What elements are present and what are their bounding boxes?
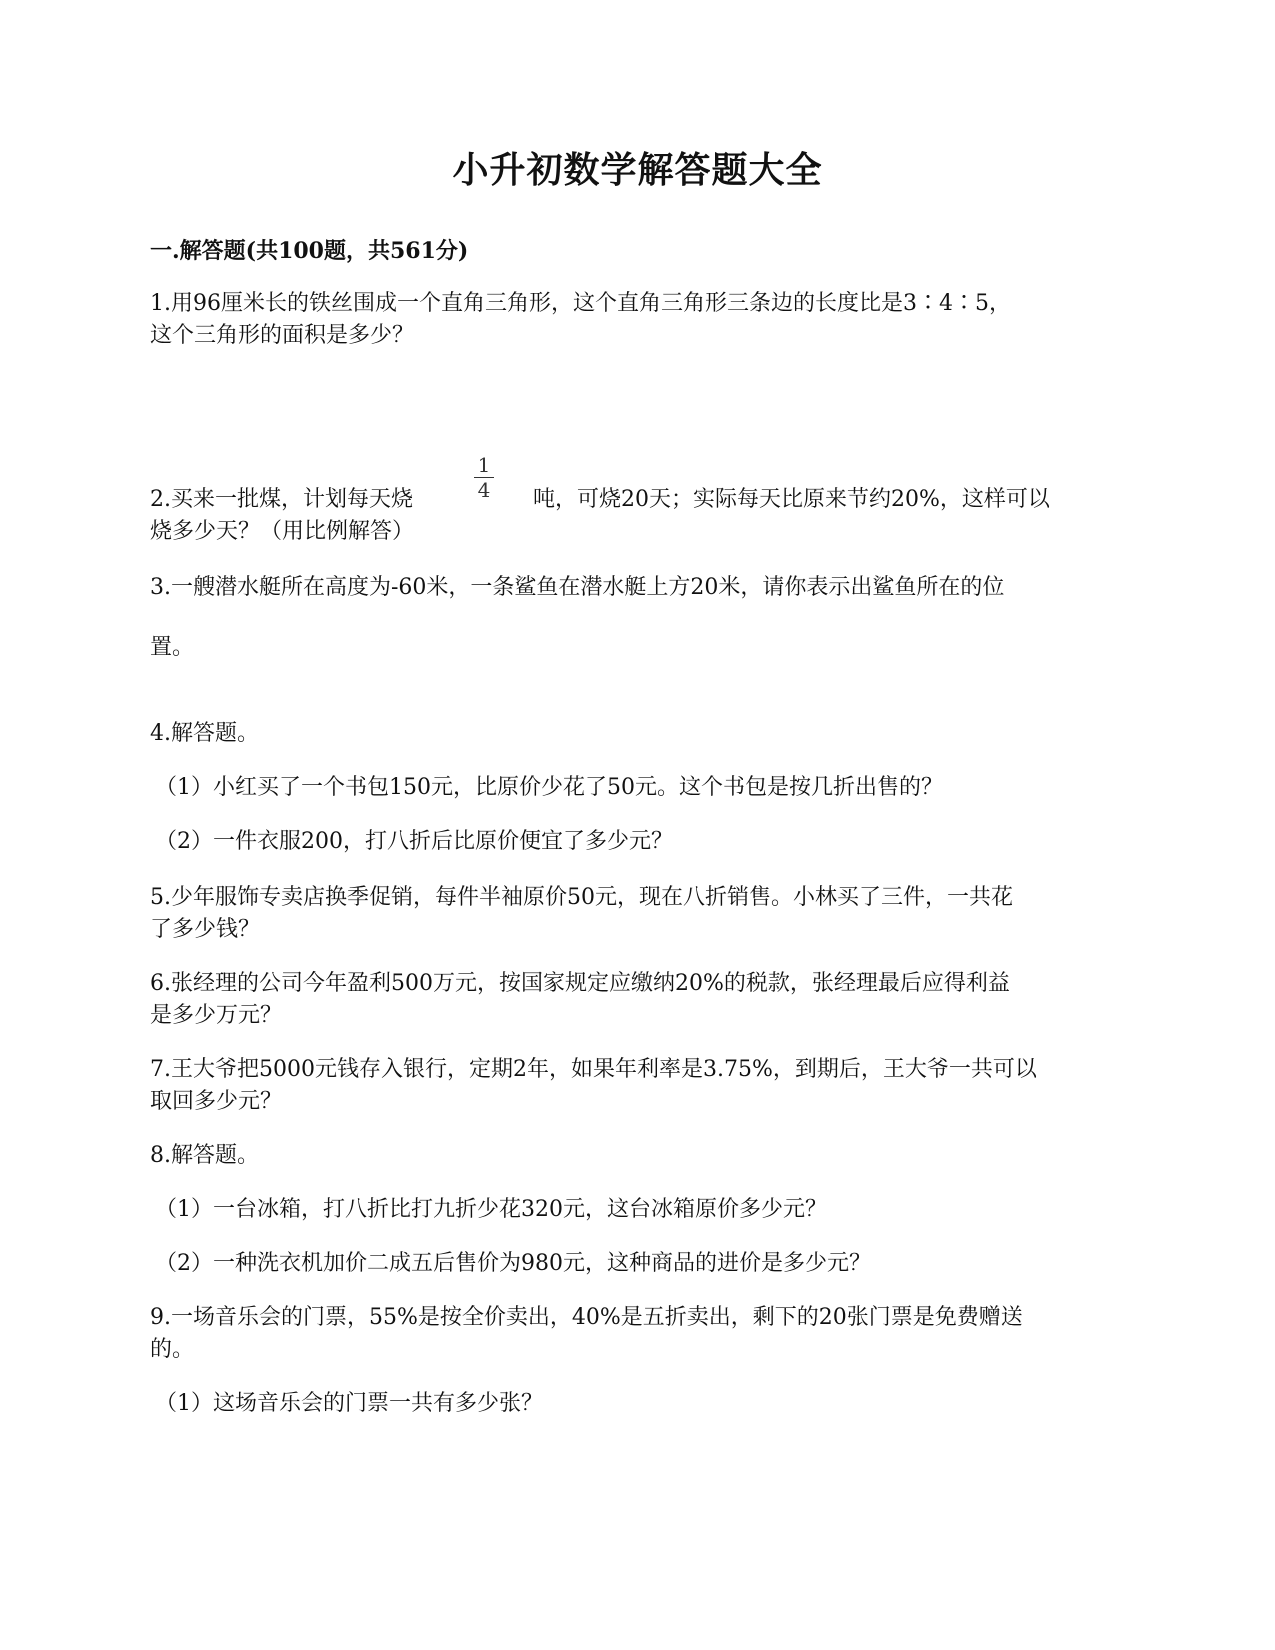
fraction-numerator: 1 [477, 453, 491, 477]
fraction-one-quarter [472, 454, 496, 501]
question-9-line2: 的。 [150, 1337, 195, 1362]
question-7-line2: 取回多少元？ [150, 1089, 283, 1114]
question-8-sub1: （1）一台冰箱，打八折比打九折少花320元，这台冰箱原价多少元？ [155, 1197, 827, 1222]
question-2-line2: 烧多少天？（用比例解答） [150, 519, 415, 544]
page-title: 小升初数学解答题大全 [452, 149, 823, 191]
fraction-denominator: 4 [477, 478, 491, 502]
question-5-line1: 5.少年服饰专卖店换季促销，每件半袖原价50元，现在八折销售。小林买了三件，一共花 [150, 885, 1013, 910]
question-4-sub1: （1）小红买了一个书包150元，比原价少花了50元。这个书包是按几折出售的？ [155, 775, 943, 800]
question-3-line1: 3.一艘潜水艇所在高度为-60米，一条鲨鱼在潜水艇上方20米，请你表示出鲨鱼所在的位 [150, 575, 1005, 600]
section-heading: 一.解答题(共100题，共561分) [150, 238, 469, 264]
question-6-line1: 6.张经理的公司今年盈利500万元，按国家规定应缴纳20%的税款，张经理最后应得利益 [150, 971, 1010, 996]
question-9-sub1: （1）这场音乐会的门票一共有多少张？ [155, 1391, 543, 1416]
question-2-prefix: 2.买来一批煤，计划每天烧 [150, 487, 413, 512]
question-8-sub2: （2）一种洗衣机加价二成五后售价为980元，这种商品的进价是多少元？ [155, 1251, 871, 1276]
question-1-line2: 这个三角形的面积是多少？ [150, 323, 415, 348]
question-1-line1: 1.用96厘米长的铁丝围成一个直角三角形，这个直角三角形三条边的长度比是3∶4∶5， [150, 291, 1011, 316]
question-8-stem: 8.解答题。 [150, 1143, 259, 1168]
question-2-suffix: 吨，可烧20天；实际每天比原来节约20%，这样可以 [533, 487, 1050, 512]
question-4-stem: 4.解答题。 [150, 721, 259, 746]
question-4-sub2: （2）一件衣服200，打八折后比原价便宜了多少元？ [155, 829, 673, 854]
question-7-line1: 7.王大爷把5000元钱存入银行，定期2年，如果年利率是3.75%，到期后，王大爷一共可以 [150, 1057, 1037, 1082]
question-5-line2: 了多少钱？ [150, 917, 261, 942]
question-9-line1: 9.一场音乐会的门票，55%是按全价卖出，40%是五折卖出，剩下的20张门票是免费赠送 [150, 1305, 1023, 1330]
question-6-line2: 是多少万元？ [150, 1003, 283, 1028]
question-3-line2: 置。 [150, 635, 195, 660]
